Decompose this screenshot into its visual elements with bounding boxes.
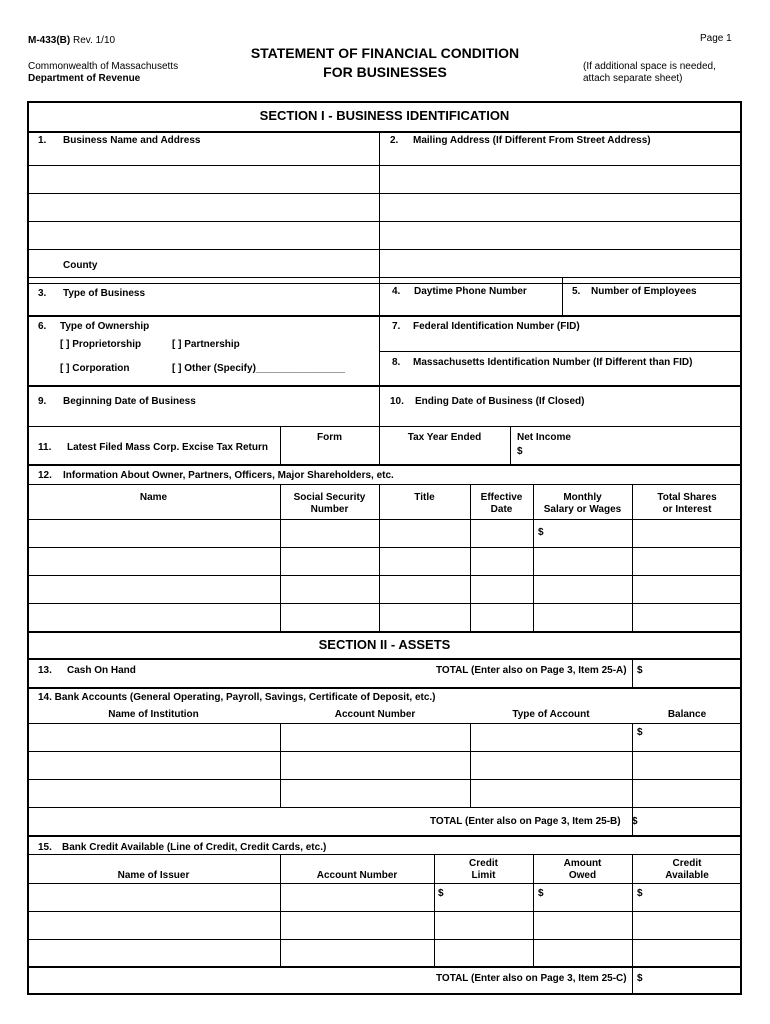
beginning-date-field[interactable]: [30, 410, 378, 426]
item14-label: 14. Bank Accounts (General Operating, Payroll, Savings, Certificate of Deposit, etc.): [38, 692, 436, 703]
dollar-sign: $: [632, 816, 638, 827]
section1-title: SECTION I - BUSINESS IDENTIFICATION: [259, 108, 510, 123]
divider: [379, 351, 742, 352]
credit-row-3[interactable]: [30, 940, 740, 966]
owner-row-3[interactable]: [30, 576, 740, 603]
divider: [27, 426, 742, 427]
tax-year-col-header: Tax Year Ended: [407, 432, 482, 443]
note-line1: (If additional space is needed,: [583, 61, 716, 72]
col-effective-2: Date: [490, 504, 513, 515]
divider: [562, 277, 563, 315]
divider: [27, 277, 742, 278]
mailing-address-field-2[interactable]: [381, 194, 740, 221]
phone-field[interactable]: [381, 298, 561, 314]
type-of-business-field[interactable]: [160, 284, 378, 314]
item2-label: Mailing Address (If Different From Street Address): [413, 135, 651, 146]
note-line2: attach separate sheet): [583, 73, 683, 84]
department-label: Department of Revenue: [28, 73, 141, 84]
item4-label: Daytime Phone Number: [414, 286, 527, 297]
item5-label: Number of Employees: [591, 286, 697, 297]
item15-label: Bank Credit Available (Line of Credit, Credit Cards, etc.): [62, 842, 327, 853]
county-field[interactable]: [110, 252, 378, 280]
divider: [27, 807, 742, 808]
page-title-line2: FOR BUSINESSES: [323, 64, 447, 80]
col-credit-available-1: Credit: [672, 858, 702, 869]
item1-label: Business Name and Address: [63, 135, 201, 146]
item3-number: 3.: [38, 288, 47, 299]
divider: [27, 658, 742, 660]
bank-row-1[interactable]: [30, 724, 740, 751]
divider: [379, 315, 380, 385]
page-title-line1: STATEMENT OF FINANCIAL CONDITION: [250, 45, 520, 61]
col-type-account: Type of Account: [512, 709, 590, 720]
page-number: Page 1: [700, 33, 732, 44]
total-a-label: TOTAL (Enter also on Page 3, Item 25-A): [436, 665, 627, 676]
divider: [27, 854, 742, 855]
item8-label: Massachusetts Identification Number (If Different than FID): [413, 357, 693, 368]
col-amount-owed-1: Amount: [563, 858, 602, 869]
ending-date-field[interactable]: [381, 410, 740, 426]
checkbox-corporation[interactable]: [ ] Corporation: [60, 363, 130, 374]
checkbox-partnership[interactable]: [ ] Partnership: [172, 339, 240, 350]
mailing-address-field[interactable]: [381, 166, 740, 193]
col-credit-limit-1: Credit: [469, 858, 498, 869]
bank-row-2[interactable]: [30, 752, 740, 779]
dollar-sign: $: [438, 888, 444, 899]
form-field[interactable]: [282, 446, 378, 462]
tax-year-field[interactable]: [381, 446, 509, 462]
item3-label: Type of Business: [63, 288, 146, 299]
item6-label: Type of Ownership: [60, 321, 150, 332]
item6-number: 6.: [38, 321, 47, 332]
col-ssn-2: Number: [310, 504, 349, 515]
col-amount-owed-2: Owed: [568, 870, 597, 881]
col-credit-limit-2: Limit: [471, 870, 496, 881]
checkbox-other[interactable]: [ ] Other (Specify)________________: [172, 363, 345, 374]
divider: [379, 131, 380, 284]
owner-row-4[interactable]: [30, 604, 740, 631]
divider: [379, 385, 380, 427]
net-income-field[interactable]: [527, 446, 739, 462]
col-account-number: Account Number: [334, 709, 416, 720]
dollar-sign: $: [637, 973, 643, 984]
item8-number: 8.: [392, 357, 401, 368]
col-issuer: Name of Issuer: [117, 870, 190, 881]
credit-row-2[interactable]: [30, 912, 740, 939]
col-effective-1: Effective: [480, 492, 523, 503]
dollar-sign: $: [637, 727, 643, 738]
item11-label: Latest Filed Mass Corp. Excise Tax Return: [67, 442, 268, 453]
divider: [27, 484, 742, 485]
item9-number: 9.: [38, 396, 47, 407]
divider: [510, 426, 511, 464]
item10-number: 10.: [390, 396, 404, 407]
divider: [27, 131, 742, 133]
divider: [27, 464, 742, 466]
col-shares-1: Total Shares: [657, 492, 717, 503]
cash-on-hand-total[interactable]: [646, 661, 740, 686]
item7-number: 7.: [392, 321, 401, 332]
item1-number: 1.: [38, 135, 47, 146]
item5-number: 5.: [572, 286, 581, 297]
business-address-field[interactable]: [30, 194, 378, 221]
divider: [27, 966, 742, 968]
fid-field[interactable]: [381, 334, 740, 350]
divider: [27, 687, 742, 689]
col-title: Title: [414, 492, 435, 503]
col-shares-2: or Interest: [662, 504, 712, 515]
item12-label: Information About Owner, Partners, Officers, Major Shareholders, etc.: [63, 470, 394, 481]
col-account-number-2: Account Number: [316, 870, 398, 881]
checkbox-proprietorship[interactable]: [ ] Proprietorship: [60, 339, 142, 350]
credit-row-1[interactable]: [30, 884, 740, 911]
owner-row-1[interactable]: [30, 520, 740, 547]
owner-row-2[interactable]: [30, 548, 740, 575]
item7-label: Federal Identification Number (FID): [413, 321, 580, 332]
dollar-sign: $: [538, 527, 544, 538]
divider: [27, 249, 742, 250]
col-monthly-1: Monthly: [563, 492, 602, 503]
bank-accounts-total[interactable]: [646, 808, 740, 834]
col-name: Name: [139, 492, 168, 503]
col-institution: Name of Institution: [108, 709, 199, 720]
divider: [632, 660, 633, 687]
dollar-sign: $: [538, 888, 544, 899]
col-ssn-1: Social Security: [293, 492, 366, 503]
col-monthly-2: Salary or Wages: [543, 504, 622, 515]
item10-label: Ending Date of Business (If Closed): [415, 396, 585, 407]
item13-label: Cash On Hand: [67, 665, 136, 676]
section2-title: SECTION II - ASSETS: [318, 637, 451, 652]
item11-number: 11.: [38, 442, 52, 453]
divider: [27, 283, 742, 284]
item12-number: 12.: [38, 470, 52, 481]
business-address-field-2[interactable]: [30, 222, 378, 249]
commonwealth-label: Commonwealth of Massachusetts: [28, 61, 179, 72]
divider: [632, 966, 633, 995]
total-b-label: TOTAL (Enter also on Page 3, Item 25-B): [430, 816, 621, 827]
bank-row-3[interactable]: [30, 780, 740, 807]
dollar-sign: $: [517, 446, 523, 457]
mailing-address-field-3[interactable]: [381, 222, 740, 249]
mass-id-field[interactable]: [381, 370, 740, 384]
divider: [27, 631, 742, 633]
county-label: County: [63, 260, 98, 271]
divider: [27, 835, 742, 837]
employees-field[interactable]: [564, 298, 740, 314]
divider: [379, 277, 380, 315]
dollar-sign: $: [637, 665, 643, 676]
total-c-label: TOTAL (Enter also on Page 3, Item 25-C): [436, 973, 627, 984]
dollar-sign: $: [637, 888, 643, 899]
net-income-col-header: Net Income: [517, 432, 571, 443]
business-name-field[interactable]: [30, 166, 378, 193]
item15-number: 15.: [38, 842, 52, 853]
item9-label: Beginning Date of Business: [63, 396, 196, 407]
divider: [27, 385, 742, 387]
item13-number: 13.: [38, 665, 52, 676]
item2-number: 2.: [390, 135, 399, 146]
divider: [27, 315, 742, 317]
credit-total[interactable]: [646, 968, 740, 993]
form-id: M-433(B) Rev. 1/10: [28, 35, 116, 46]
col-balance: Balance: [667, 709, 707, 720]
form-col-header: Form: [317, 432, 342, 443]
item4-number: 4.: [392, 286, 401, 297]
col-credit-available-2: Available: [665, 870, 709, 881]
